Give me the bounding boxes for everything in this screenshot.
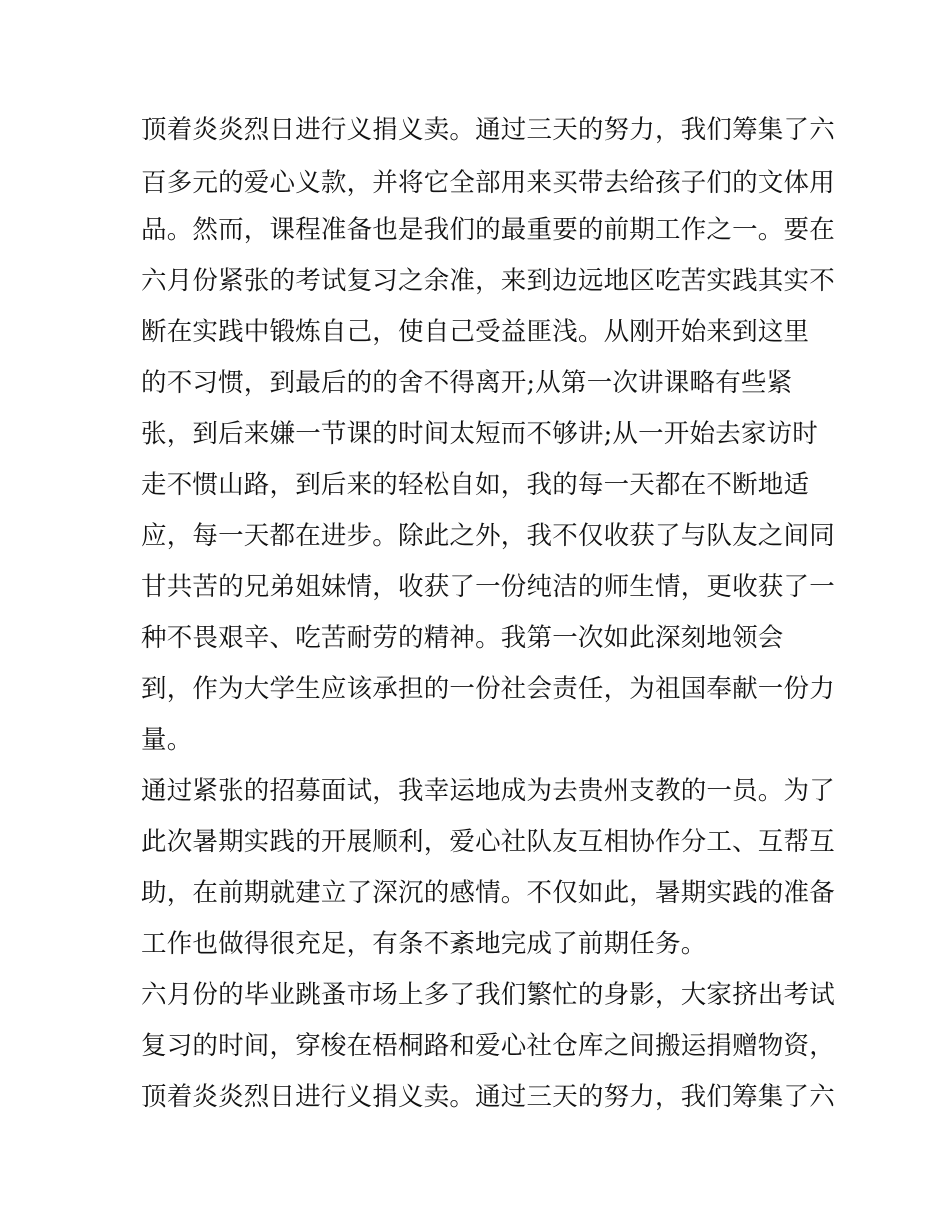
text-line: 应，每一天都在进步。除此之外，我不仅收获了与队友之间同: [141, 521, 835, 551]
text-line: 量。: [141, 725, 193, 755]
text-line: 的不习惯，到最后的的舍不得离开;从第一次讲课略有些紧: [141, 368, 793, 398]
text-line: 断在实践中锻炼自己，使自己受益匪浅。从刚开始来到这里: [141, 317, 810, 347]
text-line: 此次暑期实践的开展顺利，爱心社队友互相协作分工、互帮互: [141, 827, 835, 857]
text-line: 百多元的爱心义款，并将它全部用来买带去给孩子们的文体用: [141, 168, 835, 198]
text-line: 六月份的毕业跳蚤市场上多了我们繁忙的身影，大家挤出考试: [141, 980, 835, 1010]
text-line: 助，在前期就建立了深沉的感情。不仅如此，暑期实践的准备: [141, 878, 835, 908]
text-line: 通过紧张的招募面试，我幸运地成为去贵州支教的一员。为了: [141, 776, 835, 806]
text-line: 顶着炎炎烈日进行义捐义卖。通过三天的努力，我们筹集了六: [141, 115, 835, 145]
text-line: 甘共苦的兄弟姐妹情，收获了一份纯洁的师生情，更收获了一: [141, 572, 835, 602]
text-line: 工作也做得很充足，有条不紊地完成了前期任务。: [141, 929, 707, 959]
text-line: 张，到后来嫌一节课的时间太短而不够讲;从一开始去家访时: [141, 419, 818, 449]
text-line: 顶着炎炎烈日进行义捐义卖。通过三天的努力，我们筹集了六: [141, 1082, 835, 1112]
text-line: 种不畏艰辛、吃苦耐劳的精神。我第一次如此深刻地领会: [141, 623, 784, 653]
text-line: 六月份紧张的考试复习之余准，来到边远地区吃苦实践其实不: [141, 266, 835, 296]
text-line: 到，作为大学生应该承担的一份社会责任，为祖国奉献一份力: [141, 674, 835, 704]
text-line: 品。然而，课程准备也是我们的最重要的前期工作之一。要在: [141, 215, 835, 245]
text-line: 复习的时间，穿梭在梧桐路和爱心社仓库之间搬运捐赠物资，: [141, 1031, 835, 1061]
text-line: 走不惯山路，到后来的轻松自如，我的每一天都在不断地适: [141, 470, 810, 500]
